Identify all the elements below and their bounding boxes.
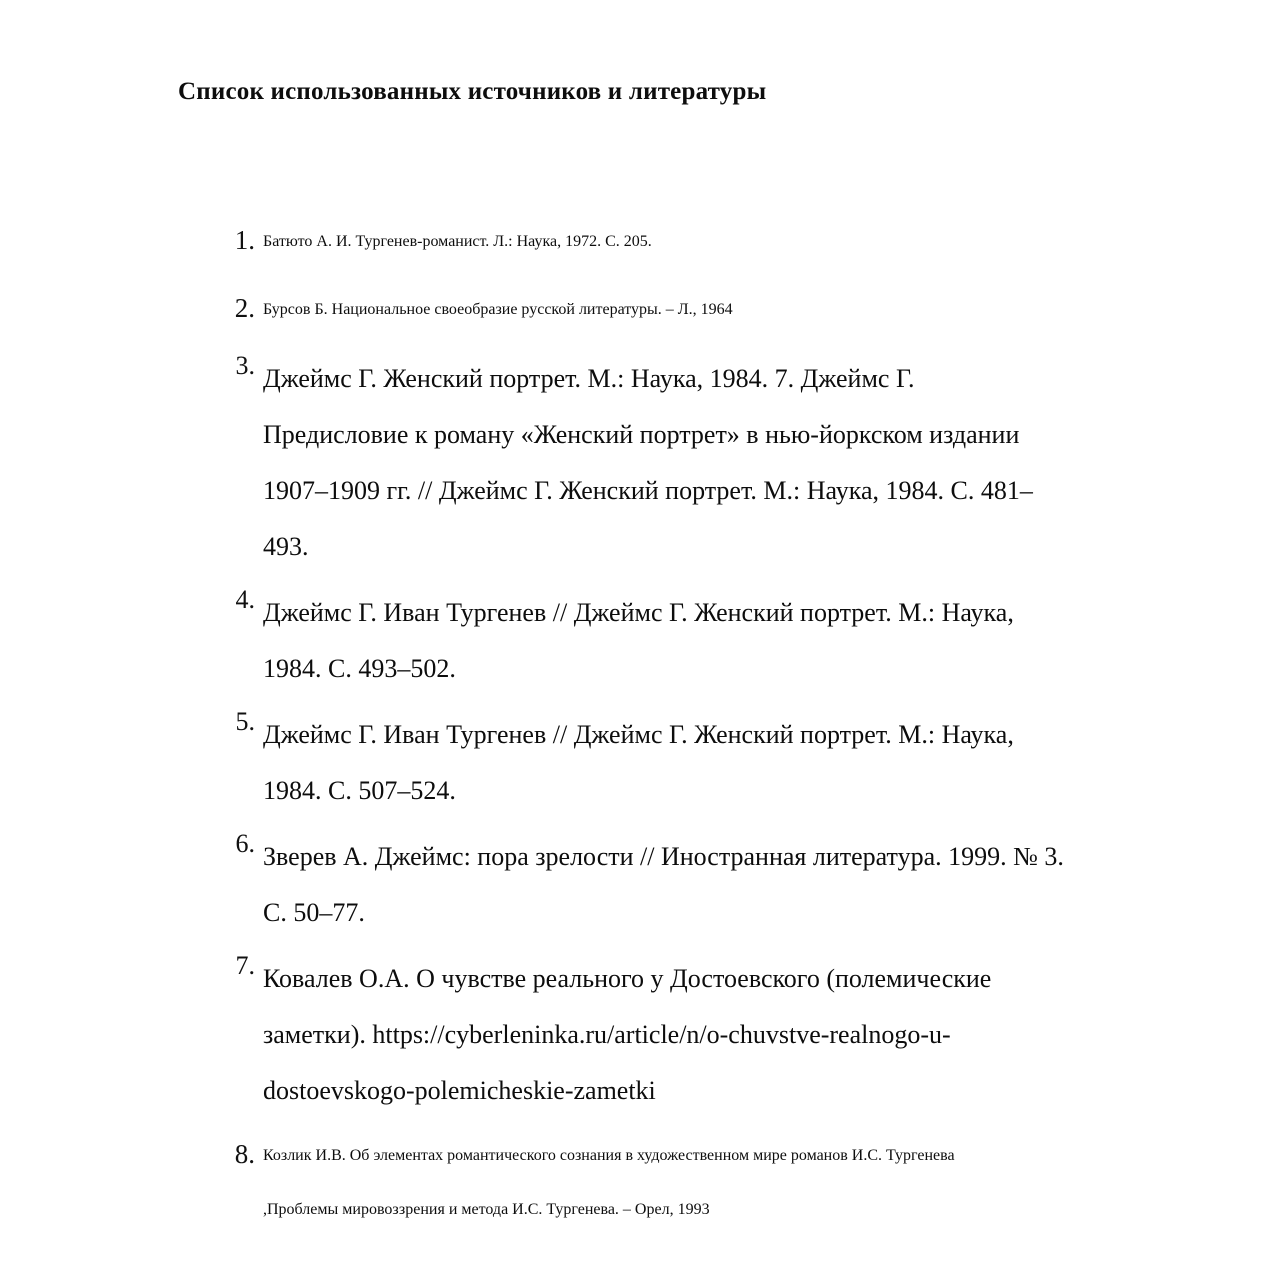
reference-text-line: ,Проблемы мировоззрения и метода И.С. Тургенева. – Орел, 1993 — [263, 1201, 710, 1218]
reference-number: 2. — [234, 293, 255, 323]
reference-item — [215, 351, 1190, 575]
reference-text-line: Козлик И.В. Об элементах романтического сознания в художественном мире романов И.С. Тургенева — [263, 1147, 955, 1164]
reference-text — [263, 829, 1190, 941]
reference-item — [215, 707, 1190, 819]
reference-item — [215, 585, 1190, 697]
reference-number: 7. — [235, 951, 255, 980]
reference-text — [263, 1129, 1190, 1237]
page-title: Список использованных источников и литературы — [178, 78, 767, 105]
reference-text — [263, 585, 1190, 697]
reference-number: 5. — [235, 707, 255, 736]
reference-text-line: С. 50–77. — [263, 898, 365, 927]
reference-item — [215, 829, 1190, 941]
reference-text-line: Джеймс Г. Иван Тургенев // Джеймс Г. Женский портрет. М.: Наука, — [263, 598, 1014, 627]
reference-item — [215, 1129, 1190, 1237]
reference-text — [263, 951, 1190, 1119]
reference-text-line: Предисловие к роману «Женский портрет» в нью-йоркском издании — [263, 420, 1020, 449]
reference-text-line: 493. — [263, 532, 309, 561]
reference-item — [215, 215, 1190, 269]
page-bottom-cut-fragment — [260, 1272, 960, 1278]
reference-text-line: Джеймс Г. Иван Тургенев // Джеймс Г. Женский портрет. М.: Наука, — [263, 720, 1014, 749]
reference-number: 6. — [235, 829, 255, 858]
reference-text-line: 1984. С. 507–524. — [263, 776, 456, 805]
reference-text-line: Джеймс Г. Женский портрет. М.: Наука, 1984. 7. Джеймс Г. — [263, 364, 915, 393]
reference-text-line: Зверев А. Джеймс: пора зрелости // Иностранная литература. 1999. № 3. — [263, 842, 1064, 871]
reference-number: 8. — [234, 1139, 255, 1169]
reference-text — [263, 215, 1190, 269]
reference-text-line: 1907–1909 гг. // Джеймс Г. Женский портрет. М.: Наука, 1984. С. 481– — [263, 476, 1033, 505]
reference-text-line: заметки). https://cyberleninka.ru/article/n/o-chuvstve-realnogo-u- — [263, 1020, 951, 1049]
reference-text — [263, 351, 1190, 575]
reference-text-line: Батюто А. И. Тургенев-романист. Л.: Наука, 1972. С. 205. — [263, 233, 652, 250]
reference-text-line: Ковалев О.А. О чувстве реального у Достоевского (полемические — [263, 964, 992, 993]
reference-text-line: dostoevskogo-polemicheskie-zametki — [263, 1076, 656, 1105]
reference-item — [215, 283, 1190, 337]
reference-number: 1. — [234, 225, 255, 255]
reference-text — [263, 707, 1190, 819]
reference-text-line: 1984. С. 493–502. — [263, 654, 456, 683]
reference-text-line: Бурсов Б. Национальное своеобразие русской литературы. – Л., 1964 — [263, 301, 733, 318]
reference-number: 4. — [235, 585, 255, 614]
reference-number: 3. — [235, 351, 255, 380]
reference-text — [263, 283, 1190, 337]
reference-item — [215, 951, 1190, 1119]
